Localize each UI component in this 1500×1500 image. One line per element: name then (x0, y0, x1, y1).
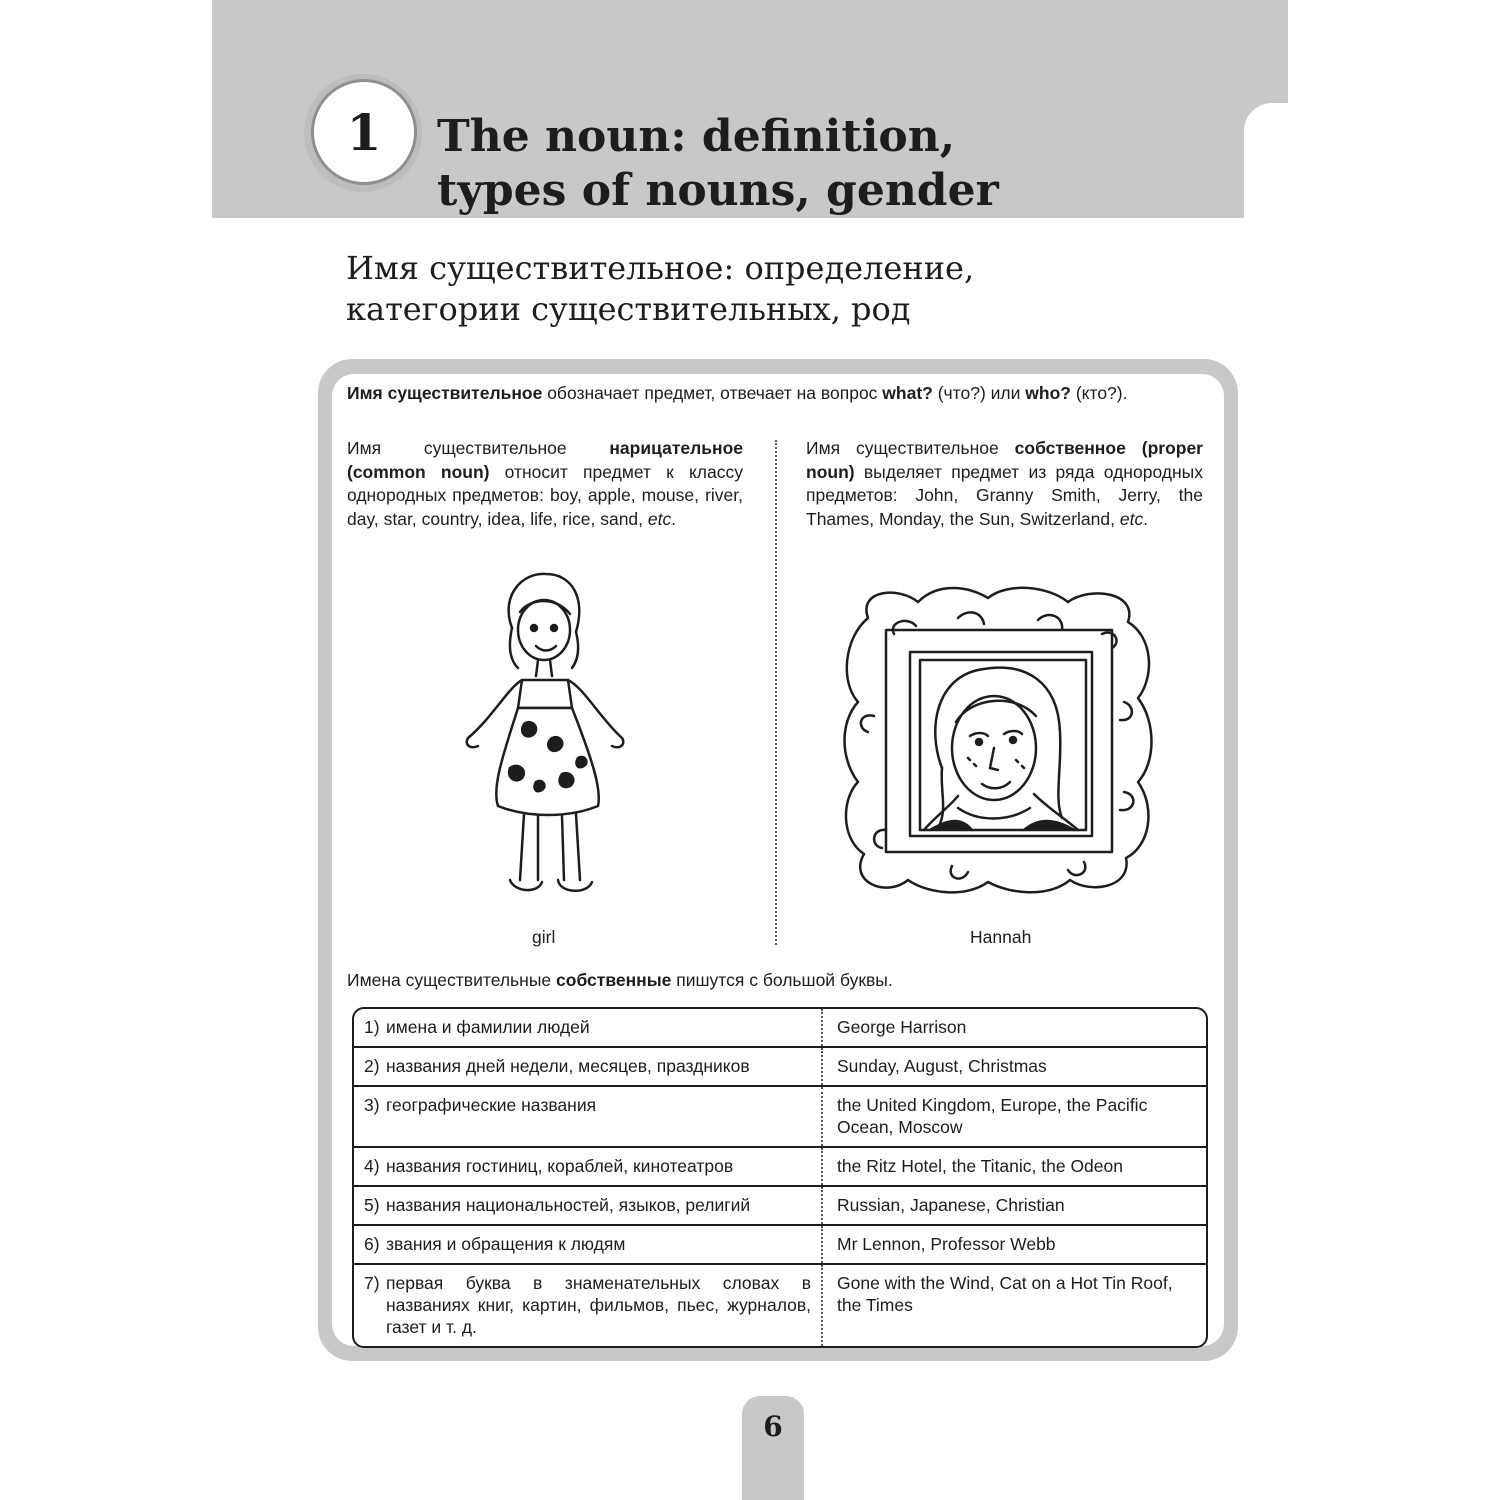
table-cell-category (354, 1226, 821, 1263)
table-row (354, 1046, 1206, 1085)
proper-noun-lead: Имя существительное (806, 438, 1015, 458)
question-who: who? (1025, 383, 1071, 403)
column-divider (775, 440, 777, 945)
table-cell-examples: Mr Lennon, Professor Webb (821, 1226, 1206, 1263)
caption-hannah: Hannah (970, 927, 1032, 947)
table-cell-category (354, 1087, 821, 1146)
subtitle-line-2: категории существительных, род (346, 290, 911, 328)
category-text: звания и обращения к людям (386, 1234, 626, 1254)
common-noun-etc: etc (647, 508, 672, 529)
chapter-title-line-2: types of nouns, gender (437, 165, 999, 216)
category-text: названия дней недели, месяцев, праздников (386, 1056, 750, 1076)
chapter-title-line-1: The noun: definition, (437, 111, 956, 162)
girl-illustration (458, 568, 634, 913)
common-noun-end: . (671, 508, 677, 529)
table-cell-examples: Gone with the Wind, Cat on a Hot Tin Roof, the Times (821, 1265, 1206, 1346)
proper-noun-text: выделяет предмет из ряда однородных предметов: John, Granny Smith, Jerry, the Thames, Monday, the Sun, Switzerland, (806, 461, 1203, 529)
table-cell-examples: Sunday, August, Christmas (821, 1048, 1206, 1085)
capital-note-term: собственные (556, 970, 672, 990)
page-number: 6 (763, 1410, 783, 1443)
proper-noun-end: . (1143, 508, 1149, 529)
table-cell-category (354, 1048, 821, 1085)
table-cell-category (354, 1009, 821, 1046)
capital-letter-note (347, 969, 893, 993)
noun-definition (347, 382, 1208, 406)
row-number: 4) (364, 1156, 380, 1176)
caption-girl: girl (532, 927, 556, 947)
table-cell-examples: Russian, Japanese, Christian (821, 1187, 1206, 1224)
row-number: 6) (364, 1234, 380, 1254)
row-number: 7) (364, 1273, 380, 1293)
proper-noun-description (806, 437, 1203, 531)
question-what: what? (882, 383, 933, 403)
common-noun-term: нарицательное (common noun) (347, 438, 743, 482)
row-number: 1) (364, 1017, 380, 1037)
category-text: названия гостиниц, кораблей, кинотеатров (386, 1156, 734, 1176)
definition-text-3: (кто?). (1070, 383, 1128, 403)
common-noun-description (347, 437, 743, 531)
table-row (354, 1224, 1206, 1263)
proper-noun-term: собственное (proper noun) (806, 438, 1203, 482)
table-cell-examples: the United Kingdom, Europe, the Pacific Ocean, Moscow (821, 1087, 1206, 1146)
capital-note-text-1: Имена существительные (347, 970, 557, 990)
row-number: 3) (364, 1095, 380, 1115)
table-row (354, 1263, 1206, 1346)
subtitle-line-1: Имя существительное: определение, (346, 249, 975, 287)
table-cell-examples: the Ritz Hotel, the Titanic, the Odeon (821, 1148, 1206, 1185)
table-cell-category (354, 1265, 821, 1346)
row-number: 5) (364, 1195, 380, 1215)
table-row (354, 1085, 1206, 1146)
hannah-portrait-illustration (838, 582, 1160, 900)
table-cell-category (354, 1187, 821, 1224)
common-noun-text: относит предмет к классу однородных предметов: boy, apple, mouse, river, day, star, country, idea, life, rice, sand, (347, 461, 744, 529)
table-row (354, 1146, 1206, 1185)
definition-text-2: (что?) или (932, 383, 1026, 403)
category-text: географические названия (386, 1095, 597, 1115)
proper-noun-rules-table (352, 1007, 1208, 1348)
header-notch (1244, 103, 1300, 233)
page-number-tab (742, 1396, 804, 1500)
definition-text-1: обозначает предмет, отвечает на вопрос (542, 383, 883, 403)
chapter-title (437, 110, 999, 218)
chapter-subtitle (346, 248, 974, 330)
table-row (354, 1009, 1206, 1046)
row-number: 2) (364, 1056, 380, 1076)
definition-term: Имя существительное (347, 383, 543, 403)
table-cell-category (354, 1148, 821, 1185)
category-text: названия национальностей, языков, религий (386, 1195, 751, 1215)
table-cell-examples: George Harrison (821, 1009, 1206, 1046)
category-text: первая буква в знаменательных словах в названиях книг, картин, фильмов, пьес, журналов, газет и т. д. (386, 1273, 811, 1337)
capital-note-text-2: пишутся с большой буквы. (671, 970, 893, 990)
common-noun-lead: Имя существительное (347, 438, 610, 458)
proper-noun-etc: etc (1119, 508, 1144, 529)
category-text: имена и фамилии людей (386, 1017, 590, 1037)
table-row (354, 1185, 1206, 1224)
chapter-number-badge: 1 (311, 79, 417, 185)
